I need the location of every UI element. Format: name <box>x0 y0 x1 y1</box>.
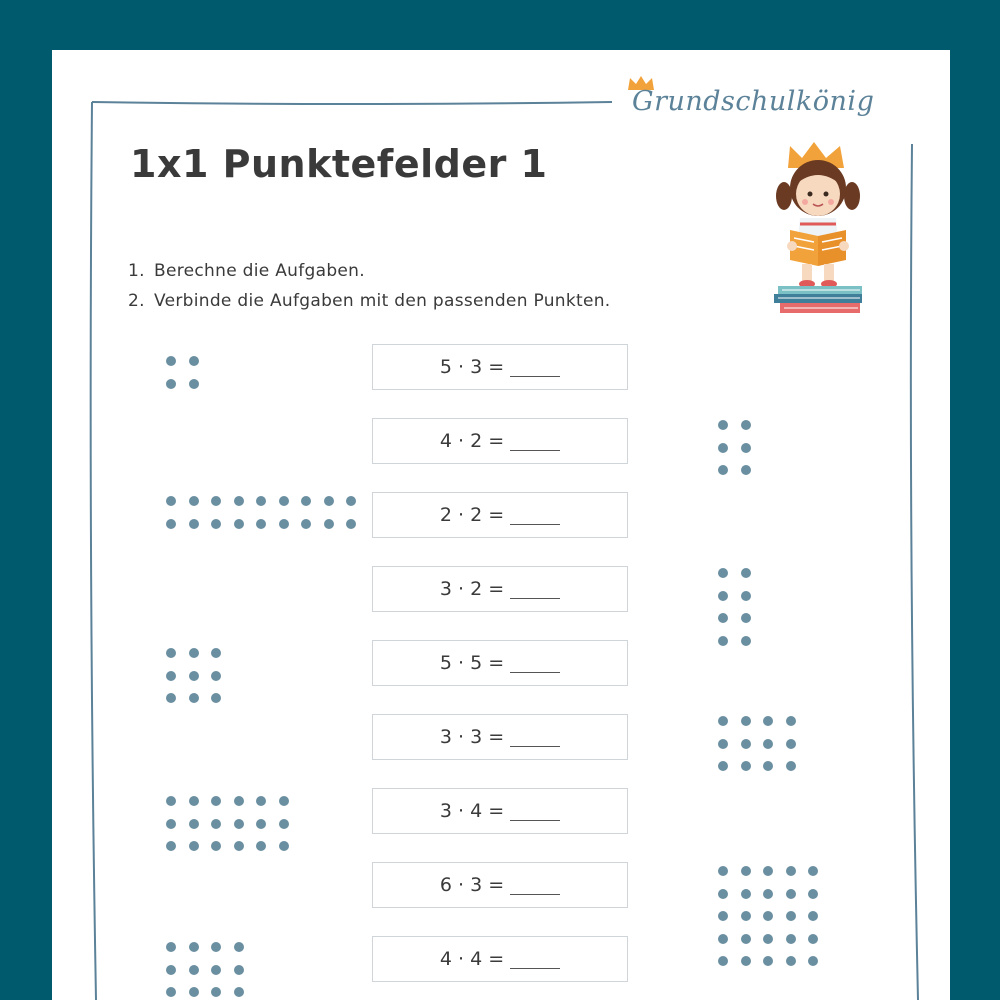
dot <box>189 496 199 506</box>
dot <box>786 889 796 899</box>
answer-blank[interactable] <box>510 432 560 451</box>
dot <box>211 496 221 506</box>
dot <box>166 965 176 975</box>
brand-logo: Grundschulkönig <box>632 86 875 117</box>
dot <box>741 420 751 430</box>
answer-blank[interactable] <box>510 506 560 525</box>
task-box <box>372 566 628 612</box>
dot <box>741 716 751 726</box>
task-box <box>372 862 628 908</box>
dot <box>256 796 266 806</box>
dot <box>166 356 176 366</box>
dot <box>166 841 176 851</box>
dot <box>786 866 796 876</box>
dot <box>234 841 244 851</box>
dot <box>324 496 334 506</box>
dot <box>786 934 796 944</box>
dot <box>763 956 773 966</box>
dot <box>189 693 199 703</box>
dot <box>166 671 176 681</box>
dot <box>786 761 796 771</box>
task-expression: 3 · 3 = <box>439 726 505 748</box>
dot <box>256 819 266 829</box>
task-box <box>372 640 628 686</box>
dot <box>166 819 176 829</box>
dot <box>279 519 289 529</box>
dot <box>718 568 728 578</box>
dot <box>763 911 773 921</box>
dot <box>808 911 818 921</box>
dot <box>718 443 728 453</box>
task-box <box>372 344 628 390</box>
dot <box>211 519 221 529</box>
dot <box>741 613 751 623</box>
dot <box>741 739 751 749</box>
answer-blank[interactable] <box>510 950 560 969</box>
task-box <box>372 492 628 538</box>
dot <box>786 716 796 726</box>
worksheet <box>52 50 950 1000</box>
answer-blank[interactable] <box>510 654 560 673</box>
dot <box>189 519 199 529</box>
dot <box>279 841 289 851</box>
dot <box>741 761 751 771</box>
task-expression: 3 · 2 = <box>439 578 505 600</box>
dot <box>189 379 199 389</box>
dot <box>279 819 289 829</box>
instruction-2 <box>128 286 611 316</box>
dot <box>211 648 221 658</box>
dot-field-right-1[interactable] <box>718 420 763 488</box>
dot <box>741 911 751 921</box>
dot <box>211 796 221 806</box>
dot <box>808 956 818 966</box>
dot <box>189 841 199 851</box>
task-expression: 4 · 4 = <box>439 948 505 970</box>
dot <box>189 648 199 658</box>
task-expression: 5 · 3 = <box>439 356 505 378</box>
dot <box>234 987 244 997</box>
page-title: 1x1 Punktefelder 1 <box>130 142 548 186</box>
dot <box>166 987 176 997</box>
answer-blank[interactable] <box>510 728 560 747</box>
dot <box>741 465 751 475</box>
dot <box>718 956 728 966</box>
instructions <box>128 256 611 316</box>
dot <box>346 519 356 529</box>
dot <box>211 942 221 952</box>
dot <box>718 934 728 944</box>
dot <box>301 496 311 506</box>
task-expression: 3 · 4 = <box>439 800 505 822</box>
dot <box>234 496 244 506</box>
dot <box>763 716 773 726</box>
answer-blank[interactable] <box>510 876 560 895</box>
task-box <box>372 714 628 760</box>
dot <box>324 519 334 529</box>
dot <box>189 671 199 681</box>
dot <box>211 693 221 703</box>
task-expression: 2 · 2 = <box>439 504 505 526</box>
dot <box>234 942 244 952</box>
dot-field-right-4[interactable] <box>718 866 831 979</box>
dot <box>741 866 751 876</box>
dot <box>763 761 773 771</box>
task-box <box>372 936 628 982</box>
dot <box>741 889 751 899</box>
task-box <box>372 788 628 834</box>
dot <box>346 496 356 506</box>
dot <box>234 819 244 829</box>
dot <box>234 965 244 975</box>
dot <box>189 356 199 366</box>
dot <box>718 465 728 475</box>
dot <box>741 956 751 966</box>
dot <box>741 591 751 601</box>
dot <box>256 496 266 506</box>
dot <box>189 965 199 975</box>
dot <box>741 443 751 453</box>
dot <box>166 796 176 806</box>
dot <box>718 761 728 771</box>
dot <box>189 796 199 806</box>
answer-blank[interactable] <box>510 802 560 821</box>
dot <box>763 934 773 944</box>
dot <box>763 866 773 876</box>
dot <box>763 889 773 899</box>
dot <box>718 420 728 430</box>
dot <box>786 956 796 966</box>
dot <box>166 693 176 703</box>
dot-field-left-4[interactable] <box>166 796 301 864</box>
instruction-number: 1. <box>128 261 145 281</box>
dot <box>808 934 818 944</box>
dot <box>786 911 796 921</box>
dot <box>718 613 728 623</box>
task-expression: 5 · 5 = <box>439 652 505 674</box>
dot <box>189 987 199 997</box>
dot <box>166 942 176 952</box>
dot <box>166 379 176 389</box>
dot <box>211 987 221 997</box>
dot-field-right-2[interactable] <box>718 568 763 658</box>
dot <box>166 496 176 506</box>
dot <box>189 819 199 829</box>
dot <box>741 636 751 646</box>
answer-blank[interactable] <box>510 358 560 377</box>
dot <box>741 934 751 944</box>
dot-field-right-3[interactable] <box>718 716 808 784</box>
dot <box>256 841 266 851</box>
dot <box>211 841 221 851</box>
task-box <box>372 418 628 464</box>
dot-field-left-5[interactable] <box>166 942 256 1000</box>
dot <box>718 716 728 726</box>
instruction-text: Verbinde die Aufgaben mit den passenden Punkten. <box>154 291 611 311</box>
task-expression: 4 · 2 = <box>439 430 505 452</box>
dot <box>808 866 818 876</box>
dot <box>718 636 728 646</box>
dot-field-left-2[interactable] <box>166 496 369 541</box>
dot <box>786 739 796 749</box>
dot <box>234 796 244 806</box>
dot <box>211 819 221 829</box>
dot <box>211 671 221 681</box>
dot <box>256 519 266 529</box>
dot <box>763 739 773 749</box>
dot <box>166 519 176 529</box>
instruction-number: 2. <box>128 291 145 311</box>
dot <box>808 889 818 899</box>
dot <box>741 568 751 578</box>
dot <box>718 739 728 749</box>
dot <box>166 648 176 658</box>
dot <box>718 911 728 921</box>
task-expression: 6 · 3 = <box>439 874 505 896</box>
instruction-1 <box>128 256 611 286</box>
dot <box>279 796 289 806</box>
dot <box>301 519 311 529</box>
dot-field-left-3[interactable] <box>166 648 234 716</box>
dot <box>279 496 289 506</box>
dot <box>718 889 728 899</box>
dot <box>718 591 728 601</box>
dot <box>718 866 728 876</box>
dot <box>234 519 244 529</box>
dot-field-left-1[interactable] <box>166 356 211 401</box>
dot <box>189 942 199 952</box>
answer-blank[interactable] <box>510 580 560 599</box>
reading-girl-illustration <box>770 138 870 318</box>
instruction-text: Berechne die Aufgaben. <box>154 261 365 281</box>
dot <box>211 965 221 975</box>
